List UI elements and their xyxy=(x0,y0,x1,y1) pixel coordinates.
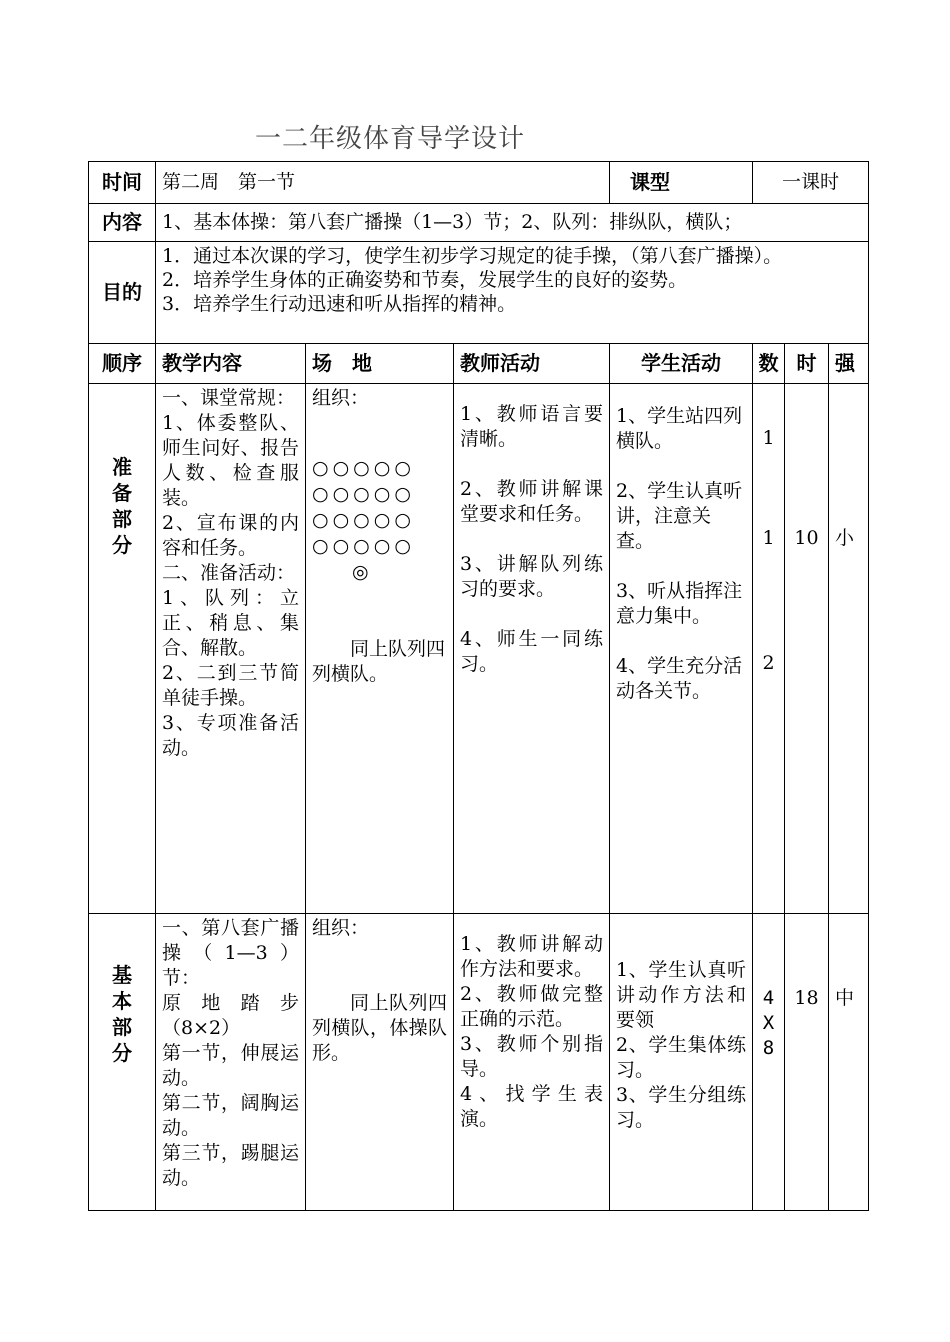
section-counts: 1 1 2 xyxy=(753,384,785,914)
section-name: 基本部分 xyxy=(89,914,156,1211)
content-label: 内容 xyxy=(89,204,156,242)
section-basic xyxy=(89,914,869,1211)
section-content: 一、课堂常规： 1、体委整队、师生问好、报告人数、检查服装。 2、宣布课的内容和任务。 二、准备活动： 1、队列：立正、稍息、集合、解散。 2、二到三节简单徒手操。 3、专项准备活动。 xyxy=(156,384,306,914)
content-value: 1、基本体操：第八套广播操（1—3）节；2、队列：排纵队，横队； xyxy=(156,204,869,242)
section-teacher: 1、教师讲解动作方法和要求。 2、教师做完整正确的示范。 3、教师个别指导。 4、找学生表演。 xyxy=(454,914,610,1211)
venue-note: 同上队列四列横队，体操队形。 xyxy=(312,992,447,1064)
header-order: 顺序 xyxy=(89,344,156,384)
section-student: 1、学生站四列横队。 2、学生认真听讲，注意关查。 3、听从指挥注意力集中。 4、学生充分活动各关节。 xyxy=(610,384,753,914)
section-counts: 4 X 8 xyxy=(753,914,785,1211)
section-venue xyxy=(306,384,454,914)
section-name: 准备部分 xyxy=(89,384,156,914)
header-student: 学生活动 xyxy=(610,344,753,384)
section-teacher: 1、教师语言要清晰。 2、教师讲解课堂要求和任务。 3、讲解队列练习的要求。 4、师生一同练习。 xyxy=(454,384,610,914)
goal-line: 3．培养学生行动迅速和听从指挥的精神。 xyxy=(162,293,517,315)
time-label: 时间 xyxy=(89,162,156,204)
header-content: 教学内容 xyxy=(156,344,306,384)
header-row xyxy=(89,344,869,384)
page-title: 一二年级体育导学设计 xyxy=(255,124,526,154)
venue-note: 同上队列四列横队。 xyxy=(312,638,446,685)
goal-label: 目的 xyxy=(89,242,156,344)
goal-text xyxy=(156,242,869,344)
goal-line: 2．培养学生身体的正确姿势和节奏，发展学生的良好的姿势。 xyxy=(162,269,688,291)
lesson-type-label: 课型 xyxy=(610,162,753,204)
time-row xyxy=(89,162,869,204)
formation-diagram: ○○○○○ ○○○○○ ○○○○○ ○○○○○ ◎ xyxy=(312,457,415,583)
goal-row xyxy=(89,242,869,344)
time-value: 第二周 第一节 xyxy=(156,162,610,204)
header-time: 时 xyxy=(785,344,829,384)
section-intensity: 小 xyxy=(829,384,869,914)
section-time: 10 xyxy=(785,384,829,914)
section-student: 1、学生认真听讲动作方法和要领 2、学生集体练习。 3、学生分组练习。 xyxy=(610,914,753,1211)
header-intensity: 强 xyxy=(829,344,869,384)
section-preparation xyxy=(89,384,869,914)
content-row xyxy=(89,204,869,242)
lesson-type-value: 一课时 xyxy=(753,162,869,204)
header-teacher: 教师活动 xyxy=(454,344,610,384)
header-venue: 场 地 xyxy=(306,344,454,384)
section-content: 一、第八套广播操（1—3）节： 原地踏步（8×2） 第一节，伸展运动。 第二节，阔胸运动。 第三节，踢腿运动。 xyxy=(156,914,306,1211)
section-venue xyxy=(306,914,454,1211)
section-intensity: 中 xyxy=(829,914,869,1211)
section-time: 18 xyxy=(785,914,829,1211)
venue-label: 组织： xyxy=(312,387,370,409)
header-count: 数 xyxy=(753,344,785,384)
lesson-plan-table xyxy=(88,161,869,1211)
venue-label: 组织： xyxy=(312,917,370,939)
goal-line: 1．通过本次课的学习，使学生初步学习规定的徒手操，（第八套广播操）。 xyxy=(162,245,783,267)
